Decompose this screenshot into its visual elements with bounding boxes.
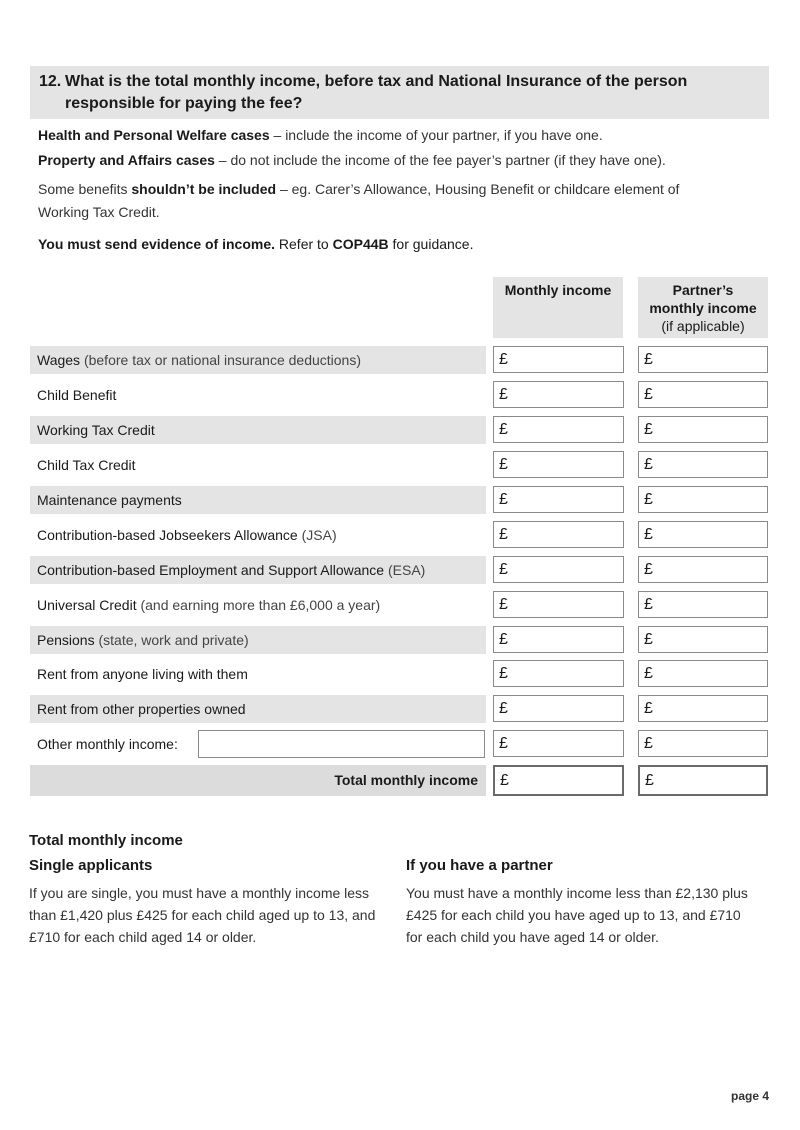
- question-text-line1: What is the total monthly income, before tax and National Insurance of the person: [65, 73, 688, 90]
- pound-sign: £: [644, 596, 653, 613]
- other-income-description-input[interactable]: [198, 730, 485, 758]
- universal-credit-monthly-input[interactable]: [493, 591, 624, 618]
- single-applicants-title: Single applicants: [29, 857, 153, 874]
- total-row-label: Total monthly income: [30, 765, 486, 796]
- benefits-bold: shouldn’t be included: [131, 181, 277, 197]
- maintenance-monthly-input[interactable]: [493, 486, 624, 513]
- health-instruction: [38, 125, 603, 145]
- column-partner-line1: Partner’s: [672, 282, 734, 298]
- page-number: page 4: [730, 1089, 769, 1103]
- column-monthly-label: Monthly income: [504, 282, 612, 298]
- pound-sign: £: [499, 665, 508, 682]
- jsa-partner-input[interactable]: [638, 521, 768, 548]
- pound-sign: £: [644, 735, 653, 752]
- column-header-monthly: [493, 277, 623, 338]
- row-label: Other monthly income:: [37, 736, 178, 752]
- pound-sign: £: [499, 596, 508, 613]
- row-universal-credit: [30, 591, 486, 619]
- row-label: Working Tax Credit: [37, 422, 155, 438]
- row-pensions: [30, 626, 486, 654]
- partner-title: If you have a partner: [406, 857, 553, 874]
- child-tax-credit-monthly-input[interactable]: [493, 451, 624, 478]
- pound-sign: £: [644, 491, 653, 508]
- working-tax-credit-monthly-input[interactable]: [493, 416, 624, 443]
- pound-sign: £: [499, 700, 508, 717]
- row-esa: [30, 556, 486, 584]
- benefits-pre: Some benefits: [38, 181, 132, 197]
- row-label: Contribution-based Jobseekers Allowance: [37, 527, 298, 543]
- guidance-heading: Total monthly income: [29, 832, 183, 849]
- column-partner-line3: (if applicable): [661, 318, 745, 334]
- evidence-code: COP44B: [332, 236, 389, 252]
- pound-sign: £: [644, 526, 653, 543]
- row-child-benefit: [30, 381, 486, 409]
- maintenance-partner-input[interactable]: [638, 486, 768, 513]
- esa-partner-input[interactable]: [638, 556, 768, 583]
- pensions-monthly-input[interactable]: [493, 626, 624, 653]
- pound-sign: £: [499, 491, 508, 508]
- single-line: than £1,420 plus £425 for each child aged up to 13, and: [29, 907, 376, 923]
- pound-sign: £: [499, 421, 508, 438]
- row-label: Rent from anyone living with them: [37, 666, 248, 682]
- jsa-monthly-input[interactable]: [493, 521, 624, 548]
- row-rent-other-properties: [30, 695, 486, 723]
- property-bold: Property and Affairs cases: [38, 152, 215, 168]
- row-working-tax-credit: [30, 416, 486, 444]
- single-line: £710 for each child aged 14 or older.: [29, 929, 257, 945]
- total-partner-input[interactable]: [638, 765, 768, 796]
- row-rent-living-with: [30, 660, 486, 688]
- pound-sign: £: [644, 631, 653, 648]
- column-partner-line2: monthly income: [649, 300, 757, 316]
- universal-credit-partner-input[interactable]: [638, 591, 768, 618]
- esa-monthly-input[interactable]: [493, 556, 624, 583]
- pound-sign: £: [644, 386, 653, 403]
- pensions-partner-input[interactable]: [638, 626, 768, 653]
- row-note: (before tax or national insurance deductions): [80, 352, 362, 368]
- single-applicants-text: [29, 882, 375, 948]
- row-label: Rent from other properties owned: [37, 701, 246, 717]
- benefits-line2: Working Tax Credit.: [38, 204, 160, 220]
- rent-living-monthly-input[interactable]: [493, 660, 624, 687]
- row-label: Contribution-based Employment and Support Allowance: [37, 562, 385, 578]
- row-note: (state, work and private): [94, 632, 249, 648]
- row-label: Child Tax Credit: [37, 457, 136, 473]
- pound-sign: £: [644, 351, 653, 368]
- row-jsa: [30, 521, 486, 549]
- row-label: Wages: [37, 352, 81, 368]
- pound-sign: £: [644, 665, 653, 682]
- partner-line: for each child you have aged 14 or older.: [406, 929, 659, 945]
- total-monthly-input[interactable]: [493, 765, 624, 796]
- pound-sign: £: [499, 735, 508, 752]
- wages-monthly-input[interactable]: [493, 346, 624, 373]
- pound-sign: £: [499, 351, 508, 368]
- pound-sign: £: [500, 772, 509, 789]
- row-wages: [30, 346, 486, 374]
- row-label: Child Benefit: [37, 387, 117, 403]
- pound-sign: £: [499, 526, 508, 543]
- row-label: Universal Credit: [37, 597, 137, 613]
- other-income-partner-input[interactable]: [638, 730, 768, 757]
- child-tax-credit-partner-input[interactable]: [638, 451, 768, 478]
- benefits-rest: – eg. Carer’s Allowance, Housing Benefit or childcare element of: [276, 181, 680, 197]
- question-text-line2: responsible for paying the fee?: [65, 95, 303, 112]
- property-rest: – do not include the income of the fee payer’s partner (if they have one).: [214, 152, 666, 168]
- rent-living-partner-input[interactable]: [638, 660, 768, 687]
- question-header: [30, 66, 769, 119]
- health-rest: – include the income of your partner, if you have one.: [269, 127, 603, 143]
- benefits-instruction: [38, 179, 679, 199]
- pound-sign: £: [644, 456, 653, 473]
- column-header-partner: [638, 277, 768, 338]
- partner-line: £425 for each child you have aged up to 13, and £710: [406, 907, 741, 923]
- pound-sign: £: [499, 456, 508, 473]
- pound-sign: £: [499, 631, 508, 648]
- row-child-tax-credit: [30, 451, 486, 479]
- evidence-bold: You must send evidence of income.: [38, 236, 276, 252]
- pound-sign: £: [644, 421, 653, 438]
- partner-line: You must have a monthly income less than £2,130 plus: [406, 885, 748, 901]
- evidence-mid: Refer to: [275, 236, 333, 252]
- pound-sign: £: [499, 386, 508, 403]
- pound-sign: £: [644, 561, 653, 578]
- rent-other-partner-input[interactable]: [638, 695, 768, 722]
- evidence-end: for guidance.: [388, 236, 474, 252]
- row-label: Maintenance payments: [37, 492, 182, 508]
- wages-partner-input[interactable]: [638, 346, 768, 373]
- partner-text: [406, 882, 748, 948]
- single-line: If you are single, you must have a monthly income less: [29, 885, 370, 901]
- child-benefit-monthly-input[interactable]: [493, 381, 624, 408]
- row-note: (JSA): [297, 527, 337, 543]
- pound-sign: £: [499, 561, 508, 578]
- pound-sign: £: [644, 700, 653, 717]
- row-label: Pensions: [37, 632, 95, 648]
- rent-other-monthly-input[interactable]: [493, 695, 624, 722]
- working-tax-credit-partner-input[interactable]: [638, 416, 768, 443]
- evidence-instruction: [38, 234, 473, 254]
- row-note: (ESA): [384, 562, 426, 578]
- row-maintenance-payments: [30, 486, 486, 514]
- question-number: 12.: [39, 73, 62, 90]
- health-bold: Health and Personal Welfare cases: [38, 127, 270, 143]
- child-benefit-partner-input[interactable]: [638, 381, 768, 408]
- other-income-monthly-input[interactable]: [493, 730, 624, 757]
- pound-sign: £: [645, 772, 654, 789]
- property-instruction: [38, 150, 666, 170]
- row-note: (and earning more than £6,000 a year): [136, 597, 381, 613]
